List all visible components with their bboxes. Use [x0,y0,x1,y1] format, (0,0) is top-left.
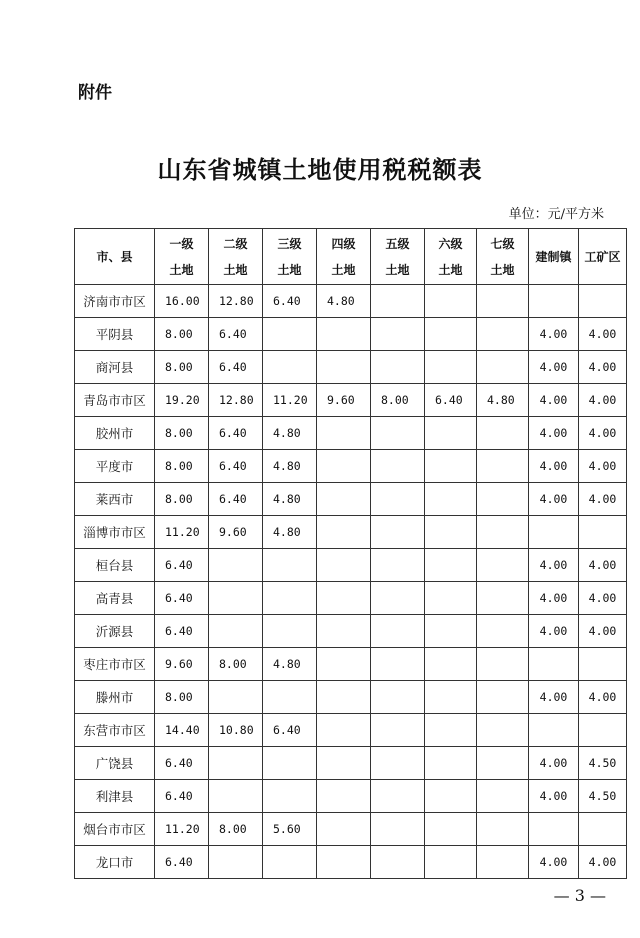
tax-rate-cell: 6.40 [263,714,317,747]
tax-rate-cell [477,615,529,648]
tax-rate-cell: 4.80 [263,483,317,516]
tax-rate-cell: 6.40 [209,450,263,483]
tax-rate-cell [371,747,425,780]
tax-rate-cell [371,615,425,648]
tax-rate-cell: 4.00 [529,846,579,879]
header-mining [579,229,627,285]
tax-rate-cell: 12.80 [209,384,263,417]
tax-rate-cell: 8.00 [209,648,263,681]
tax-rate-cell: 4.00 [529,747,579,780]
tax-rate-cell [317,582,371,615]
tax-rate-cell: 4.50 [579,780,627,813]
tax-rate-cell: 4.00 [529,417,579,450]
tax-rate-cell [209,549,263,582]
tax-rate-cell [317,615,371,648]
tax-rate-cell [425,582,477,615]
tax-rate-cell: 6.40 [209,351,263,384]
header-grade-6 [425,229,477,285]
tax-rate-cell [477,813,529,846]
tax-rate-cell: 6.40 [209,318,263,351]
table-row [75,285,627,318]
header-line: 土地 [490,262,515,277]
tax-rate-cell [371,582,425,615]
tax-rate-cell [425,846,477,879]
tax-rate-cell: 9.60 [317,384,371,417]
page-number: — 3 — [553,886,606,905]
header-line: 工矿区 [584,249,621,264]
tax-rate-cell [317,351,371,384]
tax-rate-cell [529,813,579,846]
tax-rate-cell: 4.00 [579,450,627,483]
table-row [75,846,627,879]
tax-rate-cell [209,747,263,780]
tax-rate-cell [317,450,371,483]
tax-rate-cell: 4.00 [529,483,579,516]
tax-rate-cell [579,813,627,846]
tax-rate-cell [209,846,263,879]
header-line: 五级 [385,236,410,251]
tax-rate-cell: 4.80 [263,648,317,681]
tax-rate-cell [371,351,425,384]
tax-rate-cell: 4.00 [579,384,627,417]
tax-rate-cell: 4.00 [529,384,579,417]
city-name-cell: 商河县 [75,351,155,384]
tax-rate-cell [425,648,477,681]
tax-rate-cell [371,846,425,879]
tax-rate-cell [425,813,477,846]
table-row [75,681,627,714]
table-row [75,582,627,615]
tax-rate-cell: 4.00 [579,681,627,714]
tax-rate-cell [371,516,425,549]
tax-rate-cell [477,351,529,384]
header-grade-3 [263,229,317,285]
tax-rate-cell: 4.80 [317,285,371,318]
tax-rate-cell [209,681,263,714]
tax-rate-cell: 19.20 [155,384,209,417]
tax-rate-cell: 8.00 [155,318,209,351]
tax-rate-cell: 4.00 [579,417,627,450]
city-name-cell: 滕州市 [75,681,155,714]
tax-rate-cell [477,846,529,879]
tax-rate-cell: 6.40 [155,780,209,813]
tax-rate-cell [317,417,371,450]
header-line: 土地 [223,262,248,277]
tax-rate-cell [317,747,371,780]
city-name-cell: 广饶县 [75,747,155,780]
city-name-cell: 枣庄市市区 [75,648,155,681]
tax-rate-cell: 4.80 [263,516,317,549]
tax-rate-cell [425,351,477,384]
tax-rate-cell: 4.00 [529,681,579,714]
tax-rate-cell [263,582,317,615]
tax-rate-cell: 4.00 [579,483,627,516]
table-row [75,450,627,483]
tax-rate-cell [317,714,371,747]
tax-rate-cell: 4.00 [579,582,627,615]
header-grade-1 [155,229,209,285]
tax-rate-cell [371,813,425,846]
tax-rate-cell [425,483,477,516]
tax-rate-cell [425,714,477,747]
table-row [75,813,627,846]
tax-rate-cell [425,615,477,648]
tax-rate-cell: 4.50 [579,747,627,780]
tax-rate-cell: 11.20 [155,516,209,549]
tax-rate-cell: 6.40 [209,483,263,516]
tax-rate-cell: 4.00 [529,780,579,813]
tax-rate-cell: 4.80 [263,417,317,450]
tax-rate-cell: 4.00 [579,549,627,582]
city-name-cell: 济南市市区 [75,285,155,318]
header-line: 土地 [277,262,302,277]
tax-rate-cell: 6.40 [425,384,477,417]
table-row [75,714,627,747]
tax-rate-cell [529,648,579,681]
tax-rate-cell [263,846,317,879]
tax-rate-cell: 4.00 [529,615,579,648]
tax-rate-cell [371,780,425,813]
tax-rate-cell [209,582,263,615]
tax-rate-cell [263,615,317,648]
tax-rate-cell [317,318,371,351]
tax-rate-cell: 6.40 [155,582,209,615]
header-line: 六级 [438,236,463,251]
tax-rate-cell [579,516,627,549]
tax-rate-cell: 5.60 [263,813,317,846]
tax-rate-cell [477,747,529,780]
page-title: 山东省城镇土地使用税税额表 [157,155,483,184]
tax-rate-cell [425,780,477,813]
tax-rate-table [74,228,627,879]
tax-rate-cell [579,714,627,747]
tax-rate-cell [371,549,425,582]
tax-rate-cell: 8.00 [155,417,209,450]
tax-rate-cell [263,681,317,714]
tax-rate-cell: 8.00 [371,384,425,417]
header-line: 建制镇 [535,249,572,264]
header-grade-5 [371,229,425,285]
tax-rate-cell [529,714,579,747]
table-row [75,483,627,516]
tax-rate-cell [425,285,477,318]
tax-rate-cell: 8.00 [155,450,209,483]
tax-rate-cell: 4.00 [579,318,627,351]
header-line: 土地 [169,262,194,277]
tax-rate-cell [263,780,317,813]
tax-rate-cell [317,549,371,582]
tax-rate-cell [477,417,529,450]
tax-rate-cell: 4.00 [529,582,579,615]
tax-rate-cell [425,417,477,450]
city-name-cell: 东营市市区 [75,714,155,747]
tax-rate-cell [477,648,529,681]
tax-rate-cell: 6.40 [155,747,209,780]
header-line: 一级 [169,236,194,251]
table-row [75,780,627,813]
tax-rate-cell [371,417,425,450]
tax-rate-cell: 9.60 [209,516,263,549]
tax-rate-cell [263,318,317,351]
tax-rate-cell [371,285,425,318]
tax-rate-cell: 4.00 [579,846,627,879]
tax-rate-cell [477,318,529,351]
tax-rate-cell: 10.80 [209,714,263,747]
tax-rate-cell [477,483,529,516]
tax-rate-cell: 12.80 [209,285,263,318]
table-row [75,549,627,582]
header-line: 七级 [490,236,515,251]
tax-rate-cell [371,681,425,714]
tax-rate-cell [425,318,477,351]
city-name-cell: 青岛市市区 [75,384,155,417]
table-row [75,615,627,648]
tax-rate-cell: 4.00 [529,450,579,483]
tax-rate-cell [477,549,529,582]
tax-rate-cell [317,681,371,714]
tax-rate-cell: 16.00 [155,285,209,318]
tax-rate-cell: 6.40 [155,549,209,582]
city-name-cell: 胶州市 [75,417,155,450]
tax-rate-cell [317,846,371,879]
city-name-cell: 烟台市市区 [75,813,155,846]
header-grade-4 [317,229,371,285]
tax-rate-cell [529,285,579,318]
tax-rate-cell [477,714,529,747]
table-row [75,747,627,780]
tax-rate-cell [425,516,477,549]
tax-rate-cell [371,648,425,681]
tax-rate-cell [425,747,477,780]
tax-rate-cell: 4.00 [579,351,627,384]
tax-rate-cell: 6.40 [155,615,209,648]
table-row [75,516,627,549]
tax-rate-cell: 14.40 [155,714,209,747]
header-line: 土地 [438,262,463,277]
city-name-cell: 沂源县 [75,615,155,648]
header-line: 土地 [385,262,410,277]
tax-rate-cell: 8.00 [155,483,209,516]
tax-rate-cell [477,582,529,615]
tax-rate-cell: 4.00 [529,351,579,384]
header-line: 四级 [331,236,356,251]
tax-rate-cell: 9.60 [155,648,209,681]
tax-rate-cell: 4.80 [477,384,529,417]
tax-rate-cell: 11.20 [263,384,317,417]
tax-rate-cell [529,516,579,549]
tax-rate-cell: 4.00 [529,549,579,582]
tax-rate-cell: 8.00 [155,681,209,714]
tax-rate-cell [317,648,371,681]
tax-rate-cell [477,285,529,318]
tax-rate-cell [317,483,371,516]
tax-rate-cell: 6.40 [263,285,317,318]
city-name-cell: 平度市 [75,450,155,483]
table-row [75,384,627,417]
tax-rate-cell [263,549,317,582]
tax-rate-cell [371,450,425,483]
tax-rate-cell [317,813,371,846]
table-row [75,351,627,384]
table-row [75,318,627,351]
header-grade-2 [209,229,263,285]
tax-rate-cell [477,681,529,714]
tax-rate-cell: 11.20 [155,813,209,846]
city-name-cell: 桓台县 [75,549,155,582]
table-row [75,648,627,681]
tax-rate-cell [425,450,477,483]
city-name-cell: 龙口市 [75,846,155,879]
tax-rate-cell: 4.00 [529,318,579,351]
header-city: 市、县 [75,229,155,285]
city-name-cell: 利津县 [75,780,155,813]
header-town [529,229,579,285]
tax-rate-cell [371,318,425,351]
attachment-label: 附件 [78,83,112,103]
tax-rate-cell [371,714,425,747]
header-line: 土地 [331,262,356,277]
unit-note: 单位：元/平方米 [508,207,604,222]
tax-rate-cell [477,450,529,483]
table-header-row [75,229,627,285]
tax-rate-cell: 4.80 [263,450,317,483]
tax-rate-cell [263,351,317,384]
tax-rate-cell [209,780,263,813]
tax-rate-cell [317,516,371,549]
table-row [75,417,627,450]
city-name-cell: 莱西市 [75,483,155,516]
tax-rate-cell: 8.00 [209,813,263,846]
tax-rate-cell [425,549,477,582]
tax-rate-cell [317,780,371,813]
header-line: 三级 [277,236,302,251]
tax-rate-cell [579,648,627,681]
tax-rate-cell [477,516,529,549]
tax-rate-cell: 6.40 [209,417,263,450]
city-name-cell: 平阴县 [75,318,155,351]
city-name-cell: 淄博市市区 [75,516,155,549]
tax-rate-cell [579,285,627,318]
tax-rate-cell [263,747,317,780]
header-line: 二级 [223,236,248,251]
tax-rate-cell [371,483,425,516]
tax-rate-cell [477,780,529,813]
tax-rate-cell: 6.40 [155,846,209,879]
tax-rate-cell [425,681,477,714]
tax-rate-cell [209,615,263,648]
city-name-cell: 高青县 [75,582,155,615]
header-grade-7 [477,229,529,285]
tax-rate-cell: 4.00 [579,615,627,648]
tax-rate-cell: 8.00 [155,351,209,384]
